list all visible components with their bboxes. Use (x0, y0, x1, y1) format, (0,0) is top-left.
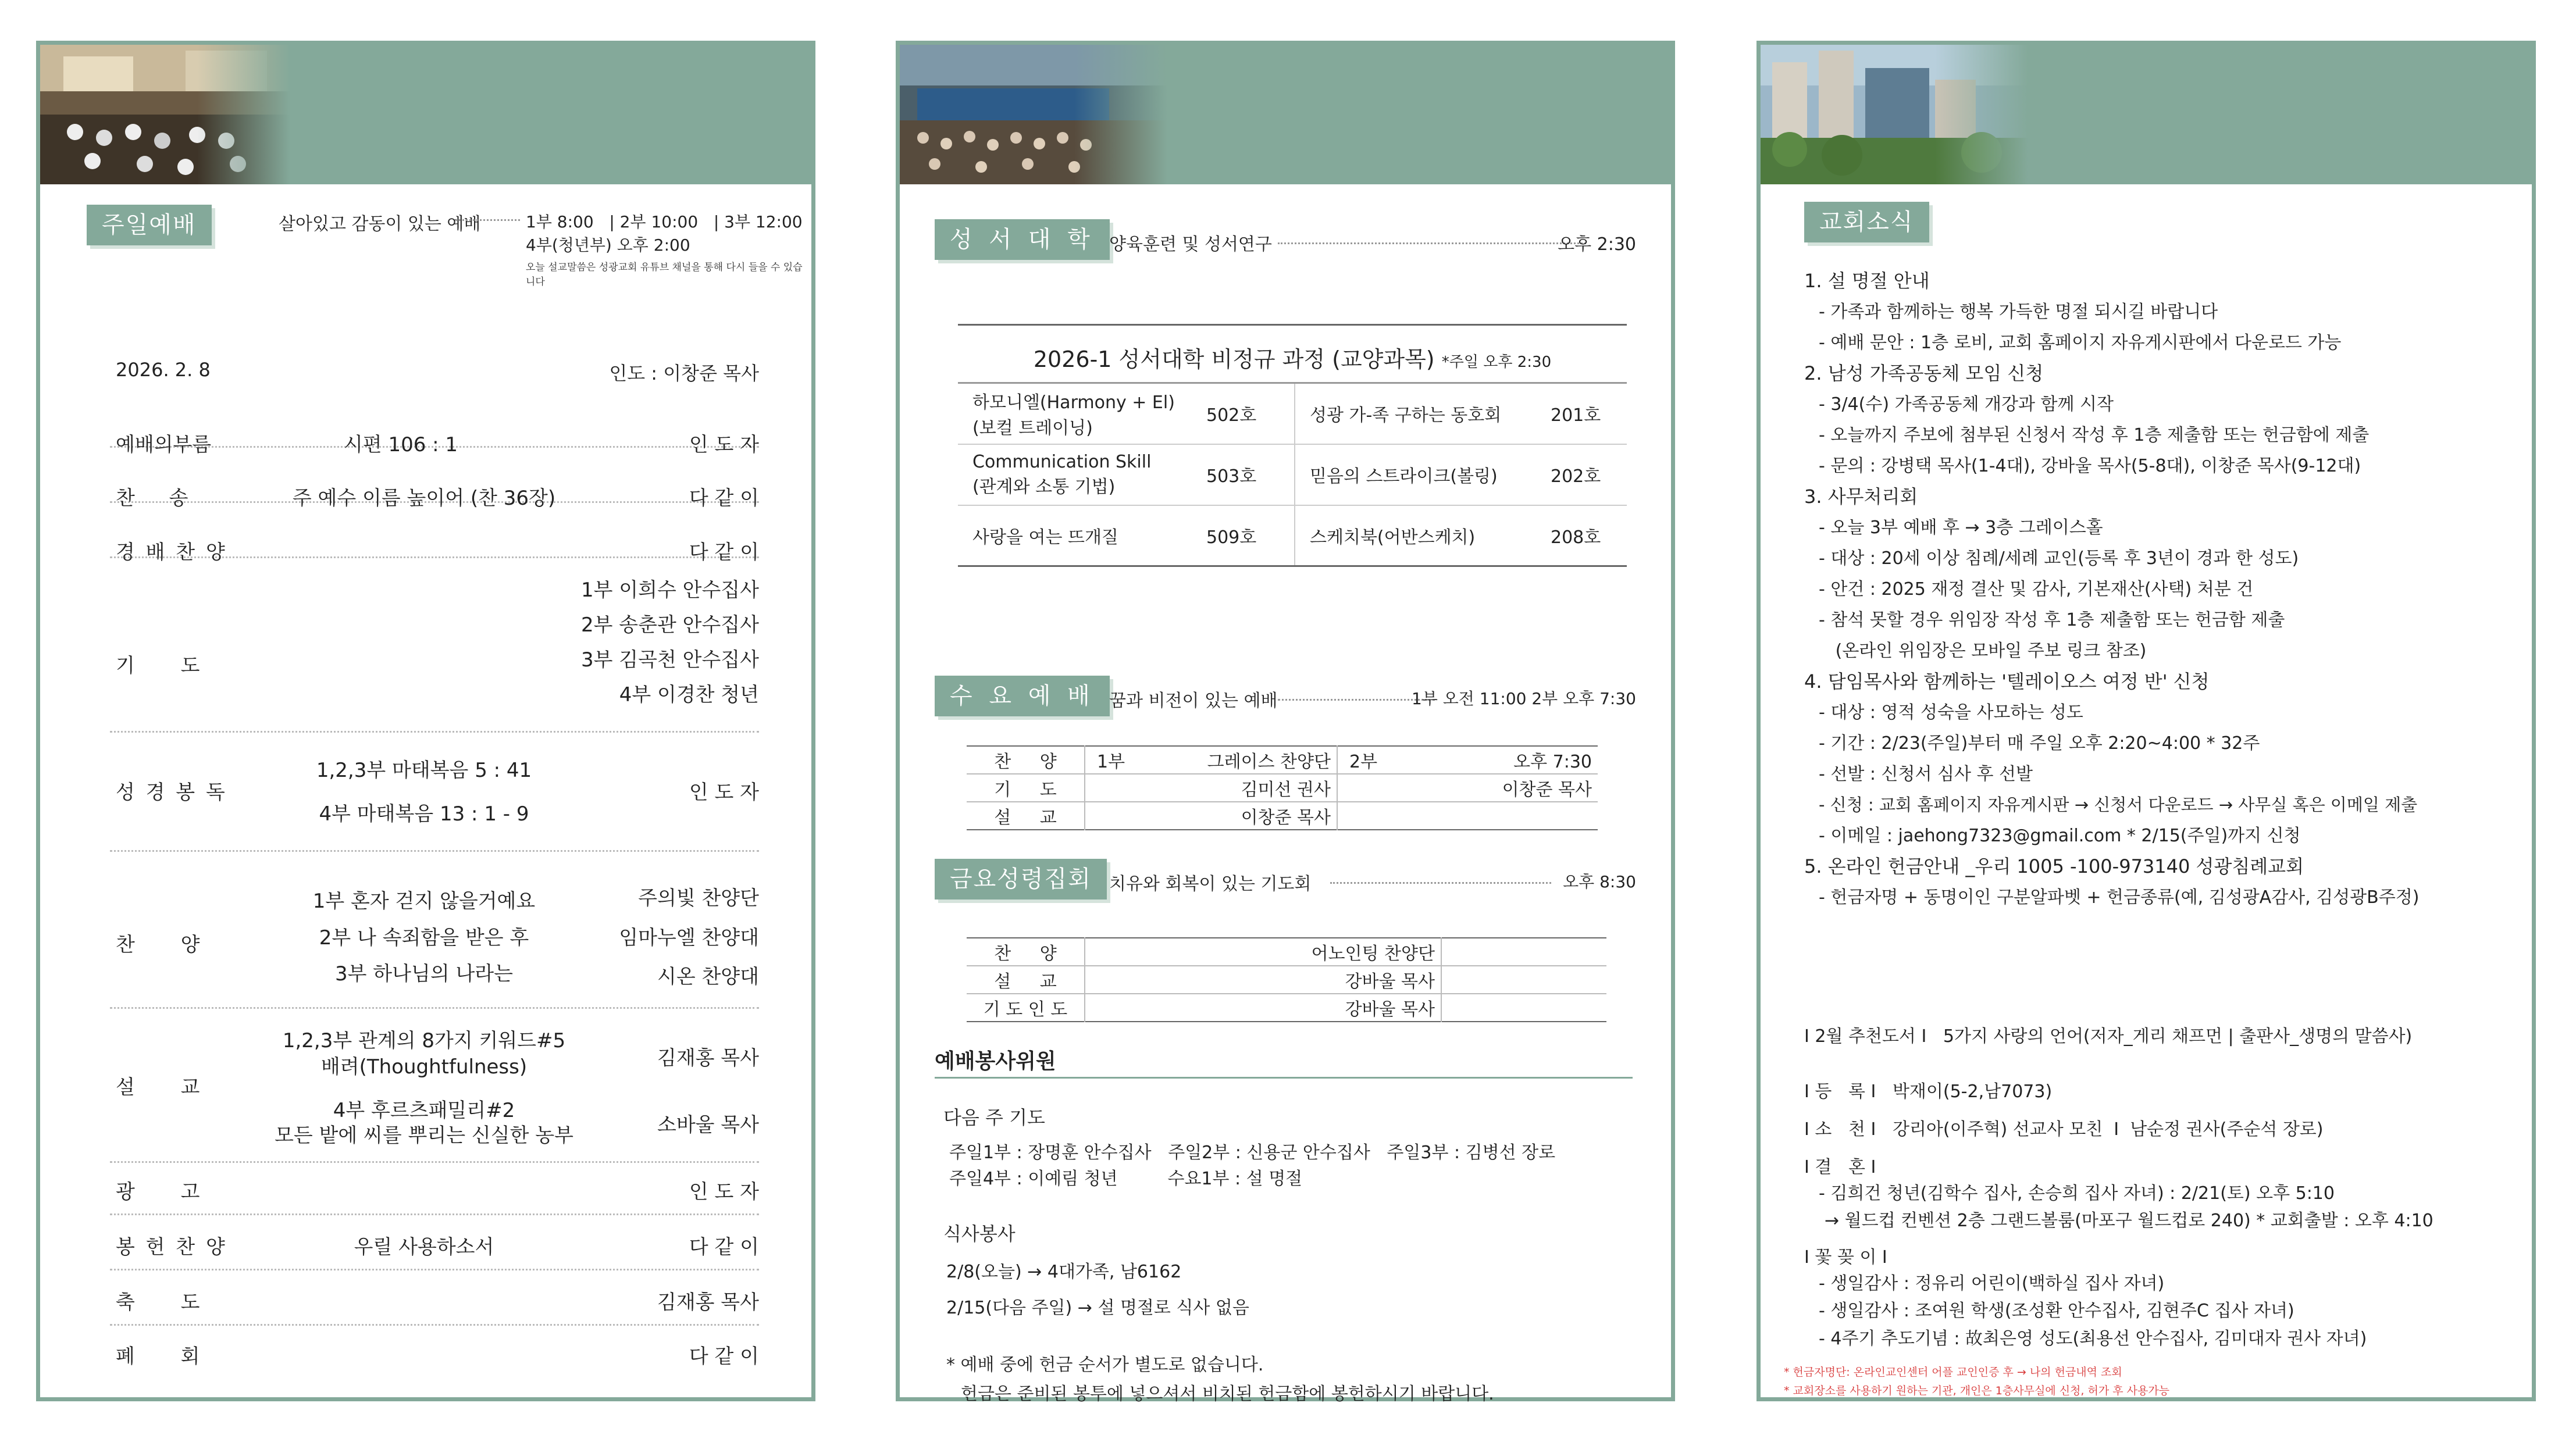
announce-right: 인 도 자 (689, 1180, 759, 1204)
praise-3-choir: 시온 찬양대 (657, 965, 759, 988)
fri-row-label: 찬 양 (967, 938, 1085, 966)
course-title-text: 2026-1 성서대학 비정규 과정 (교양과목) (1033, 347, 1435, 372)
recommended-book: I 2월 추천도서 I 5가지 사랑의 언어(저자_게리 채프먼 | 출판사_생명의 말씀사) (1804, 1026, 2413, 1047)
wed-value-2: 이창준 목사 (1502, 780, 1592, 800)
church-news-panel (1756, 41, 2536, 1401)
reading-1: 1,2,3부 마태복음 5 : 41 (316, 759, 532, 782)
row-hymn-center: 주 예수 이름 높이어 (찬 36장) (292, 487, 556, 510)
course-name: 하모니엘(Harmony + El) (972, 392, 1175, 413)
bible-time: 오후 2:30 (1558, 234, 1636, 255)
wednesday-time-1: 1부 오전 11:00 (1412, 689, 1527, 708)
reading-2: 4부 마태복음 13 : 1 - 9 (319, 802, 529, 826)
wed-part: 1부 (1097, 752, 1125, 772)
sermon-1-title: 1,2,3부 관계의 8가지 키워드#5 (282, 1029, 566, 1052)
closing-right: 다 같 이 (689, 1345, 759, 1368)
next-prayer-title: 다음 주 기도 (943, 1107, 1045, 1129)
sermon-2-preacher: 소바울 목사 (657, 1113, 759, 1137)
course-room: 509호 (1206, 527, 1257, 548)
wed-row-label: 설 교 (967, 802, 1085, 830)
fri-value: 어노인팅 찬양단 (1085, 938, 1441, 966)
fri-value: 강바울 목사 (1085, 966, 1441, 994)
wedding-line-1: - 김희건 청년(김학수 집사, 손승희 집사 자녀) : 2/21(토) 오후 5:10 (1819, 1183, 2335, 1204)
news-item: - 예배 문안 : 1층 로비, 교회 홈페이지 자유게시판에서 다운로드 가능 (1819, 333, 2342, 353)
course-note: *주일 오후 2:30 (1441, 354, 1552, 371)
flower-line-2: - 생일감사 : 조여원 학생(조성환 안수집사, 김현주C 집사 자녀) (1819, 1301, 2294, 1321)
course-name: 믿음의 스트라이크(볼링) (1295, 444, 1550, 505)
row-hymn-label: 찬 송 (116, 487, 191, 510)
news-item: - 신청 : 교회 홈페이지 자유게시판 → 신청서 다운로드 → 사무실 혹은 이메일 제출 (1819, 795, 2418, 815)
praise-2-title: 2부 나 속죄함을 받은 후 (319, 926, 529, 950)
announce-label: 광 고 (116, 1180, 202, 1204)
prayer-3: 3부 김곡천 안수집사 (581, 648, 759, 672)
prayer-1: 1부 이희수 안수집사 (581, 579, 759, 602)
sermon-2-subtitle: 모든 밭에 씨를 뿌리는 신실한 농부 (275, 1124, 573, 1147)
group-photo (900, 45, 1167, 184)
news-title: 4. 담임목사와 함께하는 '텔레이오스 여정 반' 신청 (1804, 670, 2210, 693)
news-item: - 이메일 : jaehong7323@gmail.com * 2/15(주일)까지 신청 (1819, 826, 2301, 846)
wednesday-table (967, 745, 1598, 830)
news-item: - 안건 : 2025 재정 결산 및 감사, 기본재산(사택) 처분 건 (1819, 579, 2254, 599)
bible-college-panel (896, 41, 1675, 1404)
row-praise-right: 다 같 이 (689, 541, 759, 564)
news-item: (온라인 위임장은 모바일 주보 링크 참조) (1819, 641, 2147, 661)
fri-value: 강바울 목사 (1085, 994, 1441, 1022)
church-building-photo (1761, 45, 2028, 184)
benediction-right: 김재홍 목사 (657, 1291, 759, 1314)
row-hymn-right: 다 같 이 (689, 487, 759, 510)
friday-table (967, 937, 1606, 1022)
course-name: 성광 가-족 구하는 동호회 (1295, 383, 1550, 444)
sunday-note: 오늘 설교말씀은 성광교회 유튜브 채널을 통해 다시 들을 수 있습니다 (526, 262, 803, 288)
notice-line-1: * 예배 중에 헌금 순서가 별도로 없습니다. (946, 1355, 1264, 1375)
wedding-title: I 결 혼 I (1804, 1157, 1876, 1177)
offering-center: 우릴 사용하소서 (354, 1236, 494, 1259)
condolence: I 소 천 I 강리아(이주혁) 선교사 모친 I 남순정 권사(주순석 장로) (1804, 1119, 2324, 1140)
wednesday-subtitle: 꿈과 비전이 있는 예배 (1109, 691, 1278, 711)
section-label-sunday: 주일예배 (87, 205, 212, 245)
section-label-news: 교회소식 (1804, 202, 1929, 242)
fri-row-label: 기 도 인 도 (967, 994, 1085, 1022)
news-title: 2. 남성 가족공동체 모임 신청 (1804, 362, 2044, 384)
wed-row-label: 찬 양 (967, 746, 1085, 774)
row-call-center: 시편 106 : 1 (343, 433, 458, 456)
wednesday-time (1412, 686, 1636, 709)
flower-line-1: - 생일감사 : 정유리 어린이(백하실 집사 자녀) (1819, 1273, 2165, 1294)
sermon-label: 설 교 (116, 1076, 202, 1099)
prayer-2: 2부 송춘관 안수집사 (581, 613, 759, 637)
course-room: 208호 (1551, 527, 1601, 548)
news-item: - 선발 : 신청서 심사 후 선발 (1819, 764, 2033, 784)
section-label-wednesday: 수 요 예 배 (935, 676, 1110, 716)
sermon-2-title: 4부 후르츠패밀리#2 (333, 1099, 515, 1122)
news-title: 5. 온라인 헌금안내 _우리 1005 -100-973140 성광침례교회 (1804, 855, 2304, 877)
news-item: - 가족과 함께하는 행복 가득한 명절 되시길 바랍니다 (1819, 302, 2218, 322)
course-name: 사랑을 여는 뜨개질 (972, 527, 1118, 548)
news-item: - 참석 못할 경우 위임장 작성 후 1층 제출함 또는 헌금함 제출 (1819, 610, 2285, 630)
course-name: 스케치북(어반스케치) (1295, 505, 1550, 566)
news-item: - 3/4(수) 가족공동체 개강과 함께 시작 (1819, 394, 2114, 415)
registration: I 등 록 I 박재이(5-2,남7073) (1804, 1082, 2053, 1102)
meal-line-2: 2/15(다음 주일) → 설 명절로 식사 없음 (946, 1298, 1249, 1318)
wed-value: 김미선 권사 (1132, 774, 1337, 802)
news-item: - 오늘 3부 예배 후 → 3층 그레이스홀 (1819, 517, 2103, 538)
sunday-subtitle: 살아있고 감동이 있는 예배 (279, 214, 481, 234)
worship-order-panel (36, 41, 815, 1401)
wed-value-2: 오후 7:30 (1513, 752, 1592, 772)
next-prayer-line-1: 주일1부 : 장명훈 안수집사 주일2부 : 신용군 안수집사 주일3부 : 김병선 장로 (949, 1143, 1556, 1163)
section-label-bible: 성 서 대 학 (935, 219, 1110, 260)
news-title: 3. 사무처리회 (1804, 486, 1918, 508)
flower-line-3: - 4주기 추도기념 : 故최은영 성도(최용선 안수집사, 김미대자 권사 자녀) (1819, 1329, 2367, 1349)
row-praise-label: 경 배 찬 양 (116, 541, 227, 564)
offering-label: 봉 헌 찬 양 (116, 1236, 227, 1259)
praise-3-title: 3부 하나님의 나라는 (335, 962, 513, 986)
row-call-right: 인 도 자 (689, 433, 759, 456)
praise-1-choir: 주의빛 찬양단 (638, 887, 759, 910)
wednesday-time-2: 2부 오후 7:30 (1531, 689, 1636, 708)
fri-row-label: 설 교 (967, 966, 1085, 994)
reading-right: 인 도 자 (689, 781, 759, 804)
news-item: - 헌금자명 + 동명이인 구분알파벳 + 헌금종류(예, 김성광A감사, 김성광B주정) (1819, 887, 2420, 908)
meal-line-1: 2/8(오늘) → 4대가족, 남6162 (946, 1262, 1182, 1282)
offering-right: 다 같 이 (689, 1236, 759, 1259)
course-table (958, 382, 1627, 567)
wed-value: 그레이스 찬양단 (1132, 746, 1337, 774)
committee-title: 예배봉사위원 (935, 1050, 1056, 1073)
course-title (958, 341, 1627, 373)
worship-photo (40, 45, 290, 184)
row-call-label: 예배의부름 (116, 433, 212, 456)
friday-time: 오후 8:30 (1563, 872, 1636, 891)
course-name: Communication Skill (972, 451, 1152, 472)
news-item: - 기간 : 2/23(주일)부터 매 주일 오후 2:20~4:00 * 32주 (1819, 733, 2260, 754)
friday-subtitle: 치유와 회복이 있는 기도회 (1109, 874, 1312, 894)
sunday-times-youth: 4부(청년부) 오후 2:00 (526, 235, 690, 255)
bible-subtitle: 양육훈련 및 성서연구 (1109, 234, 1272, 255)
praise-1-title: 1부 혼자 걷지 않을거예요 (312, 890, 536, 913)
sermon-1-subtitle: 배려(Thoughtfulness) (320, 1055, 528, 1079)
news-item: - 문의 : 강병택 목사(1-4대), 강바울 목사(5-8대), 이창준 목사(9-12대) (1819, 456, 2361, 476)
meal-title: 식사봉사 (943, 1223, 1016, 1245)
wed-value: 이창준 목사 (1132, 802, 1337, 830)
wed-row-label: 기 도 (967, 774, 1085, 802)
sermon-1-preacher: 김재홍 목사 (657, 1047, 759, 1070)
section-label-friday: 금요성령집회 (935, 859, 1107, 900)
news-list (1804, 266, 2520, 913)
footnote-venue: * 교회장소를 사용하기 원하는 기관, 개인은 1층사무실에 신청, 허가 후 사용가능 (1784, 1384, 2170, 1397)
news-title: 1. 설 명절 안내 (1804, 270, 1930, 292)
sunday-times: 1부 8:00 | 2부 10:00 | 3부 12:00 (526, 212, 803, 231)
closing-label: 폐 회 (116, 1345, 202, 1368)
notice-line-2: 헌금은 준비된 봉투에 넣으셔서 비치된 헌금함에 봉헌하시기 바랍니다. (961, 1384, 1494, 1404)
next-prayer-line-2: 주일4부 : 이예림 청년 수요1부 : 설 명절 (949, 1169, 1303, 1189)
praise-2-choir: 임마누엘 찬양대 (619, 926, 759, 950)
news-item: - 대상 : 20세 이상 침례/세례 교인(등록 후 3년이 경과 한 성도) (1819, 548, 2299, 569)
prayer-4: 4부 이경찬 청년 (619, 683, 759, 706)
course-name-sub: (관계와 소통 기법) (972, 476, 1116, 497)
course-room: 201호 (1551, 405, 1601, 426)
news-item: - 오늘까지 주보에 첨부된 신청서 작성 후 1층 제출함 또는 헌금함에 제출 (1819, 425, 2370, 445)
reading-label: 성 경 봉 독 (116, 781, 227, 804)
course-room: 502호 (1206, 405, 1257, 426)
wedding-line-2: → 월드컵 컨벤션 2층 그랜드볼룸(마포구 월드컵로 240) * 교회출발 : 오후 4:10 (1825, 1211, 2434, 1231)
footnote-offering: * 헌금자명단: 온라인교인센터 어플 교인인증 후 → 나의 헌금내역 조회 (1784, 1366, 2122, 1379)
prayer-label: 기 도 (116, 654, 202, 677)
flower-title: I 꽃 꽂 이 I (1804, 1247, 1887, 1268)
news-item: - 대상 : 영적 성숙을 사모하는 성도 (1819, 702, 2083, 723)
course-room: 503호 (1206, 466, 1257, 487)
praise-label: 찬 양 (116, 933, 202, 956)
service-leader: 인도 : 이창준 목사 (609, 362, 759, 384)
course-name-sub: (보컬 트레이닝) (972, 418, 1093, 439)
course-room: 202호 (1551, 466, 1601, 487)
benediction-label: 축 도 (116, 1291, 202, 1314)
wed-part-2: 2부 (1349, 752, 1378, 772)
bulletin-date: 2026. 2. 8 (116, 359, 211, 381)
